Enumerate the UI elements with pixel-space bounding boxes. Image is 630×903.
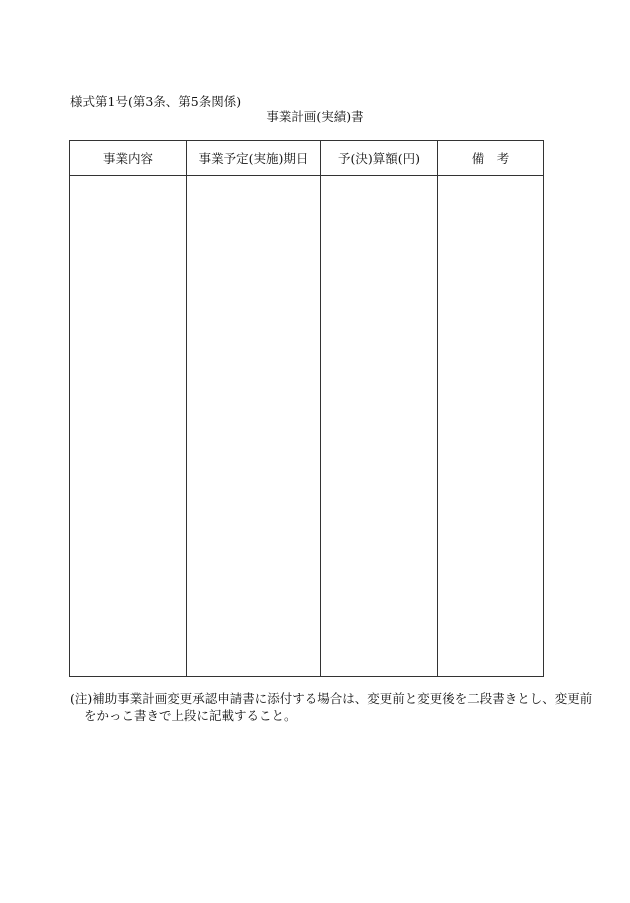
plan-table bbox=[69, 140, 544, 677]
footnote bbox=[70, 690, 593, 724]
table-header-row bbox=[70, 141, 544, 176]
cell-budget-amount bbox=[321, 176, 438, 677]
cell-scheduled-date bbox=[187, 176, 321, 677]
cell-business-content bbox=[70, 176, 187, 677]
header-business-content: 事業内容 bbox=[70, 141, 187, 176]
form-number: 様式第1号(第3条、第5条関係) bbox=[70, 94, 242, 109]
header-scheduled-date: 事業予定(実施)期日 bbox=[187, 141, 321, 176]
cell-remarks bbox=[438, 176, 544, 677]
table-row bbox=[70, 176, 544, 677]
document-title: 事業計画(実績)書 bbox=[266, 109, 364, 124]
header-remarks: 備 考 bbox=[438, 141, 544, 176]
header-budget-amount: 予(決)算額(円) bbox=[321, 141, 438, 176]
footnote-line-1: (注)補助事業計画変更承認申請書に添付する場合は、変更前と変更後を二段書きとし、変更前 bbox=[70, 691, 593, 706]
footnote-line-2: をかっこ書きで上段に記載すること。 bbox=[84, 708, 297, 723]
